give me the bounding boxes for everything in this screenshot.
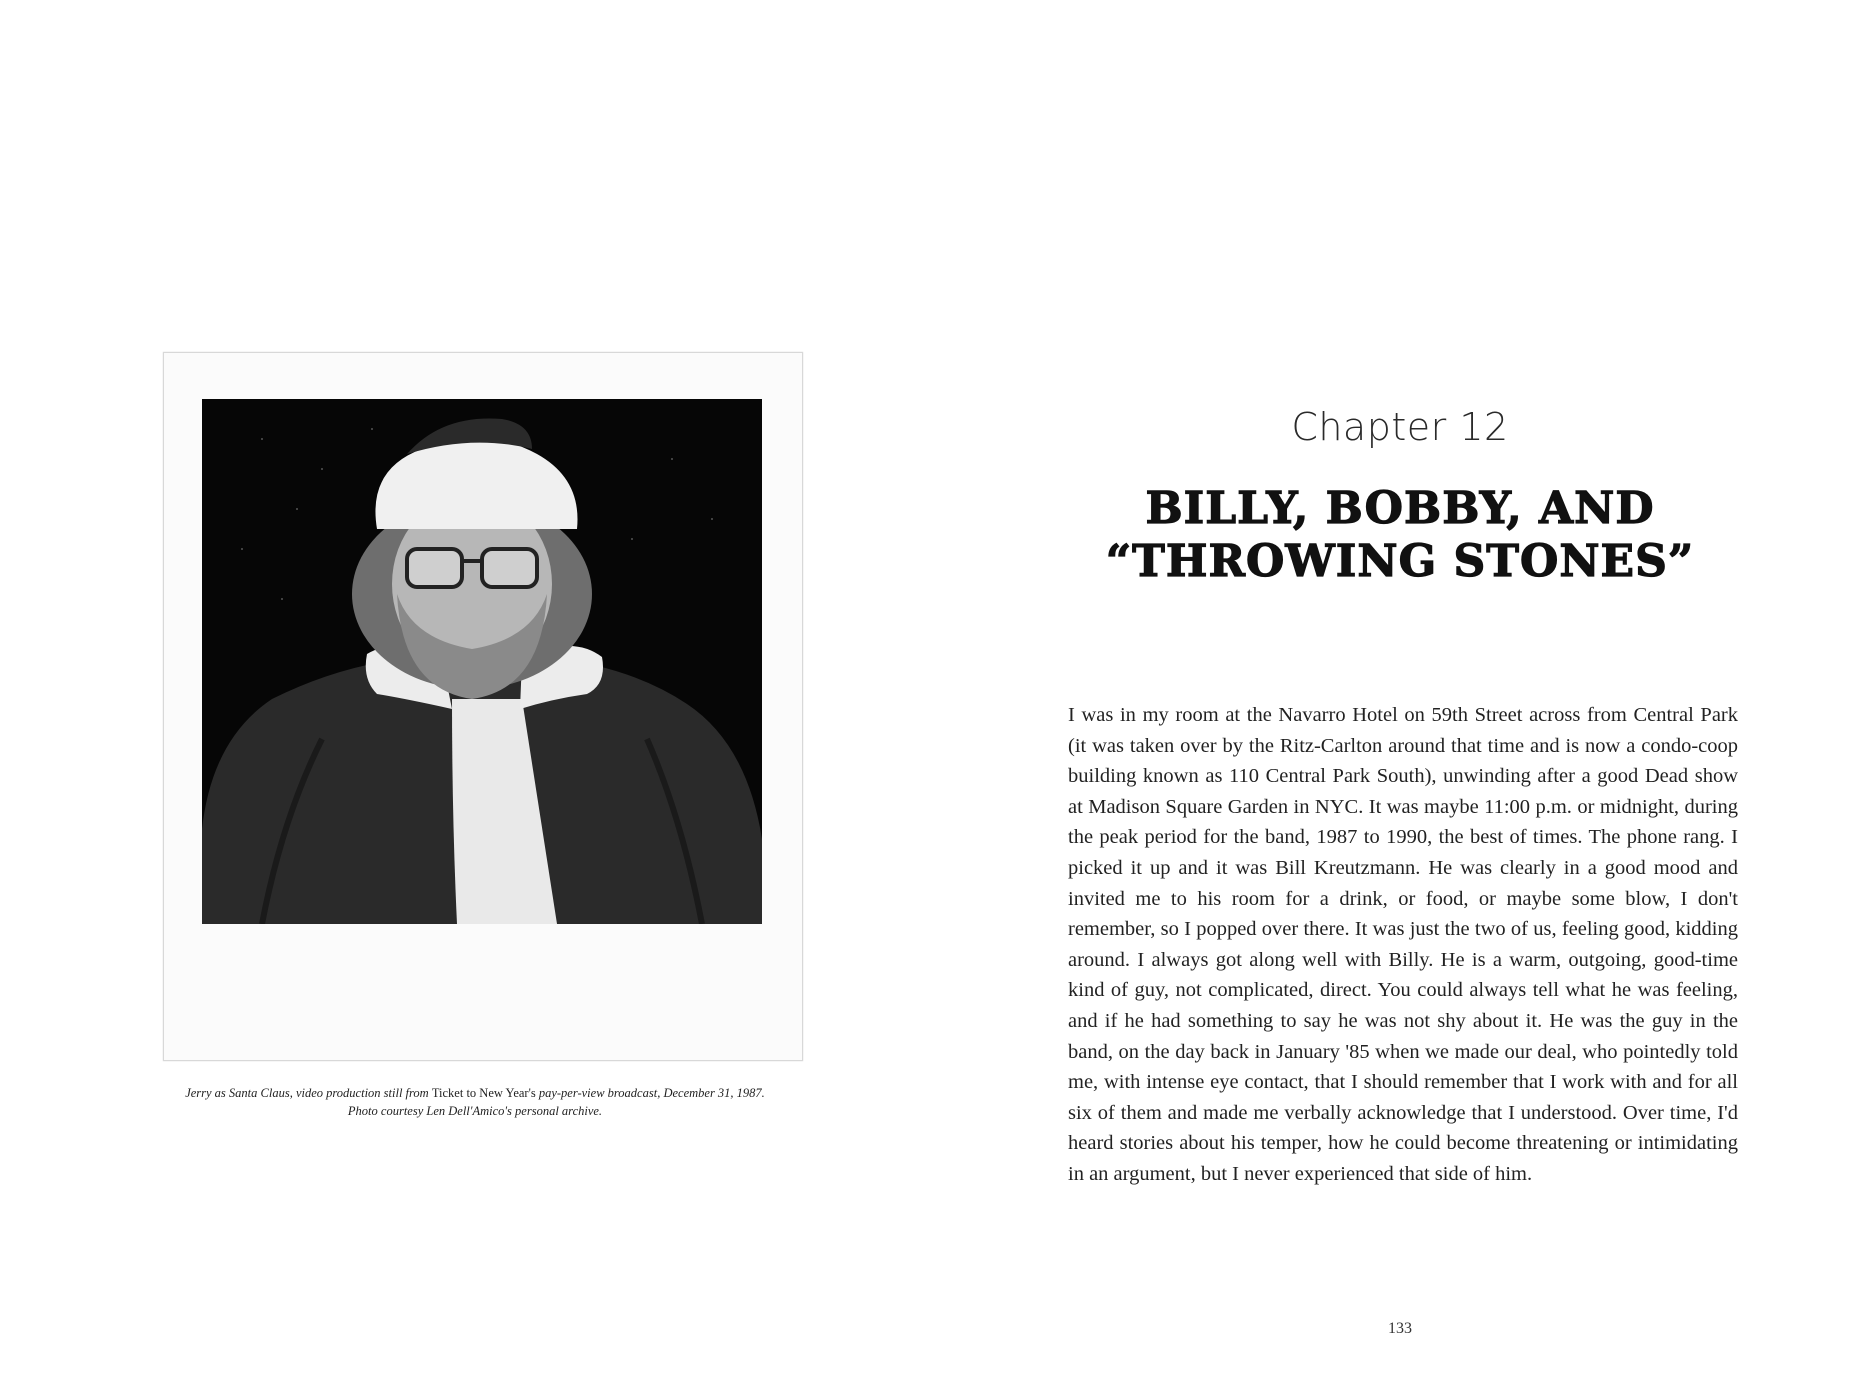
santa-portrait-photo (202, 399, 762, 924)
caption-credit: Photo courtesy Len Dell'Amico's personal archive. (347, 1104, 603, 1118)
chapter-body-paragraph: I was in my room at the Navarro Hotel on 59th Street across from Central Park (it was taken over by the Ritz-Carlton around that time and is now a condo-coop building known as 110 Central Park South), unwinding after a good Dead show at Madison Square Garden in NYC. It was maybe 11:00 p.m. or midnight, during the peak period for the band, 1987 to 1990, the best of times. The phone rang. I picked it up and it was Bill Kreutzmann. He was clearly in a good mood and invited me to his room for a drink, or food, or maybe some blow, I don't remember, so I popped over there. It was just the two of us, feeling good, kidding around. I always got along well with Billy. He is a warm, outgoing, good-time kind of guy, not complicated, direct. You could always tell what he was feeling, and if he had something to say he was not shy about it. He was the guy in the band, on the day back in January '85 when we made our deal, who pointedly told me, with intense eye contact, that I should remember that I work with and for all six of them and made me verbally acknowledge that I understood. Over time, I'd heard stories about his temper, how he could become threatening or intimidating in an argument, but I never experienced that side of him. (1068, 704, 1738, 1185)
page-number: 133 (1388, 1320, 1412, 1337)
photo-caption (150, 1084, 800, 1120)
photo-frame (163, 352, 803, 1061)
chapter-title-line-1: BILLY, BOBBY, AND (1145, 483, 1655, 534)
caption-text-2: pay-per-view broadcast, December 31, 1987. (535, 1086, 765, 1100)
chapter-label: Chapter 12 (1291, 405, 1509, 449)
chapter-title-line-2: “THROWING STONES” (1105, 536, 1695, 587)
caption-text-1: Jerry as Santa Claus, video production still from (185, 1086, 432, 1100)
chapter-title (1040, 482, 1760, 588)
caption-line-1 (150, 1084, 800, 1102)
caption-program-title: Ticket to New Year's (431, 1086, 536, 1100)
santa-portrait-illustration (202, 399, 762, 924)
